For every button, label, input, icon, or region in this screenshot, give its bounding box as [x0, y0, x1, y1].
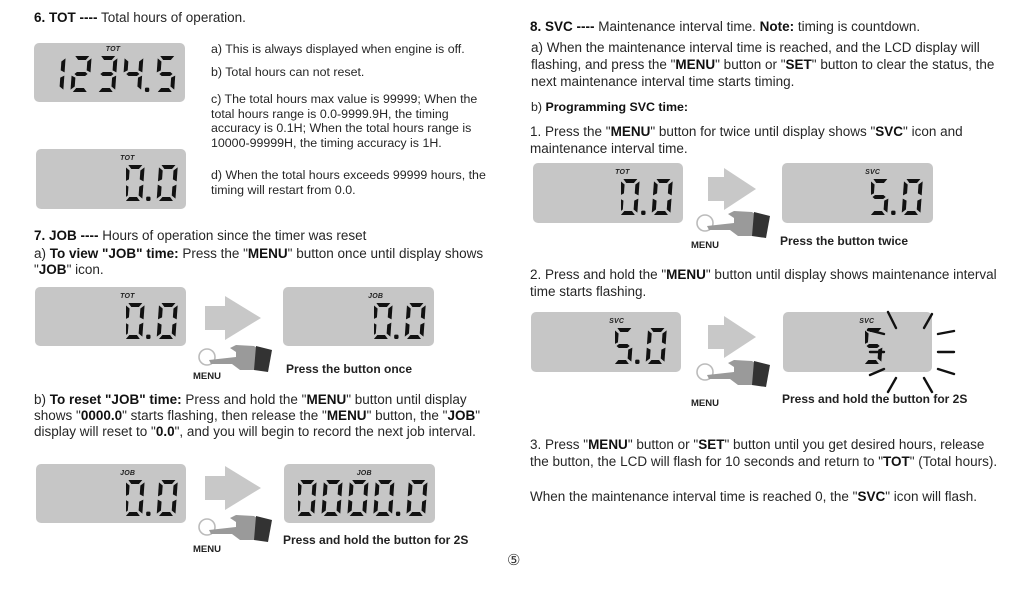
text: " button once until display shows "	[34, 246, 484, 277]
lcd-segment	[647, 330, 652, 344]
lcd-segment	[917, 199, 922, 213]
lcd-segment	[158, 167, 163, 181]
lcd-segment	[902, 199, 907, 213]
lcd-segment	[160, 72, 173, 76]
lcd-decimal-point	[394, 335, 398, 339]
lcd-mode-icon: TOT	[105, 46, 121, 53]
lcd-digits	[621, 179, 675, 217]
text: 3. Press "	[530, 437, 589, 452]
lcd-display	[782, 163, 933, 223]
text: " (Total hours).	[909, 454, 998, 469]
section7-number: 7. JOB ----	[34, 228, 99, 243]
text: " button or "	[715, 57, 786, 72]
section7-a-text	[34, 246, 504, 278]
lcd-segment	[409, 303, 423, 307]
text-bold: MENU	[588, 437, 628, 452]
text-bold: Programming SVC time:	[545, 100, 688, 114]
lcd-segment	[376, 303, 390, 307]
lcd-digit	[621, 179, 640, 215]
lcd-segment	[648, 360, 662, 364]
lcd-digit	[646, 328, 667, 364]
lcd-digit	[652, 179, 673, 215]
lcd-segment	[406, 305, 411, 319]
lcd-segment	[159, 512, 173, 516]
arrow-right-icon	[708, 168, 756, 210]
text: Press the "	[178, 246, 248, 261]
lcd-segment	[311, 500, 316, 514]
hand-press-icon	[694, 355, 780, 395]
lcd-segment	[158, 482, 163, 496]
lcd-decimal-point	[635, 360, 639, 364]
arrow-right-icon	[708, 316, 756, 358]
menu-label: MENU	[193, 371, 221, 382]
text-bold: Note:	[759, 19, 795, 34]
lcd-mode-icon: SVC	[609, 318, 625, 325]
text: a)	[34, 246, 50, 261]
lcd-segment	[112, 76, 117, 90]
lcd-segment	[139, 185, 144, 199]
lcd-segment	[87, 58, 92, 72]
lcd-segment	[621, 199, 624, 213]
lcd-segment	[617, 328, 631, 332]
lcd-segment	[405, 323, 410, 337]
lcd-segment	[171, 76, 176, 90]
lcd-segment	[126, 482, 130, 496]
text: " button to clear the status, the next maintenance interval time starts timing.	[531, 57, 995, 89]
lcd-segment	[161, 480, 175, 484]
lcd-digit	[322, 480, 343, 516]
lcd-segment	[407, 500, 412, 514]
lcd-display	[36, 464, 186, 523]
lcd-segment	[160, 56, 174, 60]
lcd-segment	[352, 480, 366, 484]
lcd-digit	[126, 480, 145, 516]
lcd-segment	[157, 500, 162, 514]
lcd-digit	[123, 58, 144, 89]
lcd-segment	[650, 328, 664, 332]
lcd-segment	[139, 500, 144, 514]
lcd-segment	[378, 480, 392, 484]
lcd-digits	[126, 303, 180, 341]
lcd-segment	[172, 500, 177, 514]
lcd-segment	[348, 500, 353, 514]
text: ", and you will begin to record the next job interval.	[174, 424, 476, 439]
lcd-digits	[615, 328, 669, 366]
text: timing is countdown.	[794, 19, 921, 34]
lcd-segment	[662, 330, 667, 344]
text-bold: MENU	[675, 57, 716, 72]
lcd-segment	[138, 76, 143, 90]
lcd-decimal-point	[146, 335, 150, 339]
lcd-segment	[388, 305, 393, 319]
lcd-segment	[621, 181, 625, 195]
text: " icon and maintenance interval time.	[530, 124, 963, 156]
caption: Press the button once	[286, 362, 413, 376]
lcd-segment	[646, 348, 651, 362]
lcd-segment	[126, 305, 130, 319]
text: " icon.	[66, 262, 104, 277]
caption: Press and hold the button for 2S	[283, 533, 469, 547]
text: " button, the "	[366, 408, 448, 423]
lcd-decimal-point	[145, 88, 149, 92]
caption: Press and hold the button for 2S	[782, 392, 968, 406]
lcd-segment	[300, 480, 314, 484]
text: " button for twice until display shows "	[650, 124, 876, 139]
lcd-segment	[140, 305, 145, 319]
lcd-segment	[617, 344, 630, 348]
lcd-segment	[652, 199, 657, 213]
lcd-segment	[128, 303, 142, 307]
text-bold: MENU	[610, 124, 651, 139]
lcd-segment	[656, 179, 670, 183]
text-bold: MENU	[306, 392, 347, 407]
arrow-right-icon	[205, 466, 261, 510]
lcd-digits	[126, 480, 180, 518]
lcd-segment	[298, 500, 301, 514]
text: " button or "	[627, 437, 699, 452]
lcd-segment	[615, 330, 619, 344]
lcd-segment	[161, 303, 175, 307]
text-bold: To reset "JOB" time:	[49, 392, 182, 407]
lcd-decimal-point	[891, 211, 895, 215]
lcd-segment	[623, 179, 637, 183]
text: " button until you get desired hours, release the button, the LCD will flash for 10 seconds and return to "	[530, 437, 985, 469]
page-number: ⑤	[507, 551, 521, 569]
lcd-digit	[99, 56, 118, 92]
lcd-digit	[157, 480, 178, 516]
menu-label: MENU	[691, 398, 719, 409]
lcd-segment	[128, 480, 142, 484]
lcd-mode-icon: TOT	[615, 169, 630, 176]
text: b)	[34, 392, 50, 407]
text: When the maintenance interval time is reached 0, the "	[530, 489, 858, 504]
lcd-segment	[173, 305, 178, 319]
flashing-rays-icon	[866, 306, 962, 396]
lcd-segment	[338, 482, 343, 496]
lcd-segment	[71, 76, 76, 90]
text-bold: 0.0	[155, 424, 175, 439]
lcd-segment	[312, 482, 317, 496]
lcd-segment	[884, 199, 889, 213]
text: " display will reset to "	[34, 408, 481, 439]
lcd-digits	[871, 179, 925, 217]
tot-item-b: b) Total hours can not reset.	[211, 65, 365, 79]
section6-heading	[34, 10, 504, 26]
lcd-segment	[871, 211, 885, 215]
caption: Press the button twice	[780, 234, 909, 248]
lcd-segment	[128, 165, 142, 169]
lcd-segment	[126, 323, 129, 337]
lcd-segment	[906, 179, 920, 183]
lcd-segment	[621, 211, 635, 215]
text-bold: 0000.0	[80, 408, 123, 423]
lcd-segment	[420, 323, 425, 337]
lcd-segment	[324, 512, 338, 516]
lcd-segment	[628, 348, 633, 362]
lcd-segment	[668, 181, 673, 195]
lcd-digit	[405, 303, 426, 339]
lcd-segment	[159, 335, 173, 339]
lcd-mode-icon: TOT	[120, 155, 135, 162]
lcd-mode-icon: SVC	[865, 169, 881, 176]
lcd-display	[531, 312, 681, 372]
lcd-segment	[374, 335, 388, 339]
section7-b-text	[34, 392, 504, 440]
text: " button until display shows maintenance interval time starts flashing.	[530, 267, 997, 299]
lcd-decimal-point	[396, 512, 400, 516]
lcd-segment	[172, 185, 177, 199]
lcd-segment	[390, 482, 395, 496]
text: 1. Press the "	[530, 124, 611, 139]
lcd-segment	[60, 76, 65, 90]
lcd-segment	[322, 500, 327, 514]
section6-title: Total hours of operation.	[97, 10, 246, 25]
lcd-segment	[127, 72, 140, 76]
lcd-decimal-point	[146, 512, 150, 516]
lcd-digit	[71, 56, 92, 92]
lcd-segment	[173, 167, 178, 181]
section8-a-text	[531, 39, 1001, 90]
lcd-digit	[902, 179, 923, 215]
lcd-segment	[75, 72, 88, 76]
lcd-segment	[421, 305, 426, 319]
lcd-segment	[61, 58, 66, 72]
lcd-segment	[113, 58, 118, 72]
lcd-segment	[374, 323, 377, 337]
lcd-segment	[139, 323, 144, 337]
lcd-segment	[873, 179, 887, 183]
text-bold: JOB	[447, 408, 476, 423]
section8-title: Maintenance interval time.	[594, 19, 760, 34]
lcd-segment	[158, 305, 163, 319]
lcd-segment	[423, 482, 428, 496]
lcd-segment	[654, 211, 668, 215]
lcd-segment	[904, 211, 918, 215]
lcd-segment	[159, 197, 173, 201]
text: 2. Press and hold the "	[530, 267, 667, 282]
text-bold: MENU	[326, 408, 367, 423]
tot-item-d: d) When the total hours exceeds 99999 hours, the timing will restart from 0.0.	[211, 168, 486, 197]
lcd-segment	[667, 199, 672, 213]
lcd-display	[533, 163, 683, 223]
lcd-segment	[387, 323, 392, 337]
lcd-mode-icon: TOT	[120, 293, 135, 300]
text: a) When the maintenance interval time is reached, and the LCD display will flashing, and press the "	[531, 40, 980, 72]
lcd-decimal-point	[641, 211, 645, 215]
lcd-segment	[634, 199, 639, 213]
lcd-segment	[101, 72, 114, 76]
lcd-digit	[156, 56, 177, 92]
text-bold: SVC	[875, 124, 904, 139]
section7-heading	[34, 228, 504, 244]
lcd-segment	[873, 195, 886, 199]
text-bold: TOT	[883, 454, 910, 469]
text-bold: MENU	[247, 246, 288, 261]
lcd-segment	[298, 512, 312, 516]
tot-item-c: c) The total hours max value is 99999; When the total hours range is 0.0-9999.9H, the timing accuracy is 0.1H; When the total hours range is 10000-99999H, the timing accuracy is 1H.	[211, 92, 478, 150]
lcd-segment	[903, 181, 908, 195]
lcd-digits	[126, 165, 180, 203]
lcd-segment	[323, 482, 328, 496]
section8-step2-text	[530, 266, 1000, 300]
lcd-segment	[99, 88, 113, 92]
text: " icon will flash.	[885, 489, 978, 504]
lcd-segment	[422, 500, 427, 514]
section8-step3-text	[530, 436, 1000, 470]
lcd-display	[284, 464, 435, 523]
lcd-segment	[75, 56, 89, 60]
lcd-digit	[374, 303, 393, 339]
lcd-segment	[661, 348, 666, 362]
menu-label: MENU	[193, 544, 221, 555]
section8-number: 8. SVC ----	[530, 19, 595, 34]
section6-number: 6. TOT ----	[34, 10, 98, 25]
text: b)	[531, 100, 546, 114]
lcd-digit	[374, 480, 395, 516]
section8-step1-text	[530, 123, 1000, 157]
section8-b-text	[531, 100, 1001, 115]
lcd-segment	[350, 512, 364, 516]
lcd-segment	[349, 482, 354, 496]
lcd-display	[34, 43, 185, 102]
text: " starts flashing, then release the "	[122, 408, 327, 423]
lcd-segment	[635, 181, 640, 195]
lcd-segment	[374, 500, 379, 514]
lcd-mode-icon: SVC	[859, 318, 875, 325]
lcd-segment	[124, 58, 129, 72]
lcd-segment	[298, 482, 302, 496]
lcd-digit	[157, 165, 178, 201]
lcd-segment	[140, 482, 145, 496]
lcd-digit	[407, 480, 428, 516]
lcd-segment	[409, 512, 423, 516]
lcd-segment	[157, 185, 162, 199]
menu-label: MENU	[691, 240, 719, 251]
lcd-display	[35, 287, 186, 346]
lcd-segment	[326, 480, 340, 484]
lcd-segment	[126, 197, 140, 201]
text-bold: SET	[698, 437, 725, 452]
lcd-segment	[376, 512, 390, 516]
lcd-segment	[126, 500, 129, 514]
lcd-segment	[615, 360, 629, 364]
text-bold: JOB	[38, 262, 67, 277]
lcd-segment	[653, 181, 658, 195]
lcd-display	[283, 287, 434, 346]
lcd-digit	[126, 165, 145, 201]
lcd-segment	[126, 185, 129, 199]
lcd-segment	[173, 482, 178, 496]
lcd-digit	[871, 179, 890, 215]
lcd-segment	[408, 482, 413, 496]
lcd-segment	[139, 58, 144, 72]
lcd-digit	[298, 480, 317, 516]
lcd-segment	[73, 88, 87, 92]
lcd-segment	[126, 512, 140, 516]
lcd-decimal-point	[146, 197, 150, 201]
text-bold: SET	[785, 57, 812, 72]
lcd-digits	[374, 303, 428, 341]
lcd-segment	[126, 167, 130, 181]
lcd-digit	[157, 303, 178, 339]
lcd-mode-icon: JOB	[356, 470, 372, 477]
lcd-digits	[298, 480, 430, 518]
lcd-segment	[140, 167, 145, 181]
lcd-digits	[47, 56, 179, 94]
text: Press and hold the "	[181, 392, 307, 407]
lcd-segment	[172, 323, 177, 337]
lcd-segment	[871, 181, 875, 195]
text-bold: To view "JOB" time:	[49, 246, 179, 261]
lcd-segment	[918, 181, 923, 195]
section8-step4-text	[530, 488, 1000, 505]
text-bold: SVC	[857, 489, 886, 504]
lcd-digit	[615, 328, 634, 364]
lcd-mode-icon: JOB	[368, 293, 384, 300]
lcd-segment	[337, 500, 342, 514]
lcd-segment	[157, 323, 162, 337]
lcd-digit	[348, 480, 369, 516]
arrow-right-icon	[205, 296, 261, 340]
lcd-display	[36, 149, 186, 209]
lcd-segment	[158, 88, 172, 92]
lcd-segment	[407, 335, 421, 339]
lcd-segment	[101, 56, 115, 60]
lcd-mode-icon: JOB	[120, 470, 136, 477]
text: " button until display shows "	[34, 392, 467, 423]
lcd-segment	[364, 482, 369, 496]
text-bold: MENU	[666, 267, 706, 282]
lcd-segment	[126, 335, 140, 339]
lcd-digit	[60, 58, 66, 89]
lcd-segment	[161, 165, 175, 169]
lcd-segment	[363, 500, 368, 514]
lcd-segment	[374, 305, 378, 319]
lcd-segment	[411, 480, 425, 484]
section7-title: Hours of operation since the timer was reset	[98, 228, 367, 243]
lcd-segment	[157, 58, 162, 72]
lcd-segment	[389, 500, 394, 514]
tot-item-a: a) This is always displayed when engine is off.	[211, 42, 465, 56]
section8-heading	[530, 19, 1010, 35]
lcd-segment	[375, 482, 380, 496]
lcd-digit	[126, 303, 145, 339]
